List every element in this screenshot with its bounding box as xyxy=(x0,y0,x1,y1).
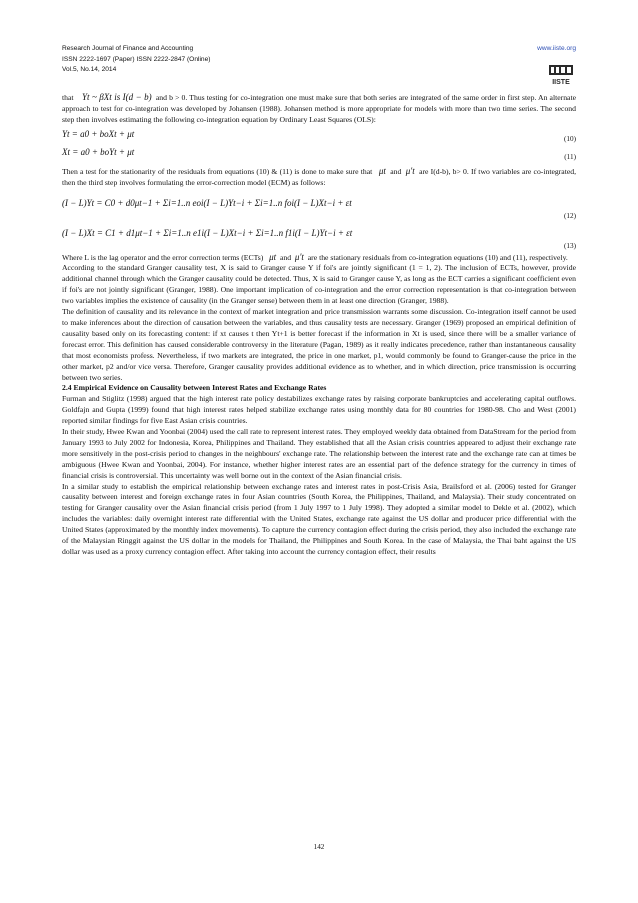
mu-prime-symbol: μ′t xyxy=(294,251,304,262)
mu-symbol: μt xyxy=(269,251,277,262)
equation-10: Yt = a0 + boXt + μt (10) xyxy=(62,129,576,143)
equation-13: (I − L)Xt = C1 + d1μt−1 + Σi=1..n e1i(I − L)Xt−i + Σi=1..n f1i(I − L)Yt−i + εt (13) xyxy=(62,228,576,250)
section-heading: 2.4 Empirical Evidence on Causality between Interest Rates and Exchange Rates xyxy=(62,383,327,393)
causality-definition-paragraph: The definition of causality and its relevance in the context of market integration and price transmission warrants some discussion. Co-integration itself cannot be used to make inferences about the direction of causation between the variables, and thus causality tests are necessary. Granger (1969) proposed an empirical definition of causality based only on its forecasting content: if xt causes t then Yt+1 is better forecast if the information in Xt is used, since there will be a smaller variance of forecast error. This definition has caused considerable controversy in the literature (Pagan, 1989) as it really indicates precedence, rather than instantaneous causality that most economists profess. Nevertheless, if two markets are integrated, the price in one market, p1, would commonly be found to Granger-cause the price in the other market, p2 and/or vice versa. Therefore, Granger causality provides additional evidence as to whether, and in which direction, price transmission is occurring between two series. xyxy=(62,307,576,382)
brailsford-paragraph: In a similar study to establish the empirical relationship between exchange rates and interest rates in post-Crisis Asia, Brailsford et al. (2006) tested for Granger causality between interest and foreign exchange rates in four Asian countries (South Korea, the Philippines, Thailand, and Malaysia). Their study concentrated on testing for Granger causality over the Asian financial crisis period (from 1 July 1997 to 1 July 1998). They adopted a similar model to Dekle et al. (2002), which includes the variables: daily overnight interest rate differential with the United States, exchange rate against the US dollar and producer price differential with the United States (approximated by the monthly index movements). To capture the currency contagion effect during the crisis period, they also included the exchange rate of the Malaysian Ringgit against the US dollar in the models for Thailand, the Philippines and South Korea. In the case of Malaysia, the Thai baht against the US dollar was used as a proxy currency contagion effect. After taking into account the currency contagion effect, their results xyxy=(62,481,576,556)
iiste-logo xyxy=(548,64,574,86)
volume-line: Vol.5, No.14, 2014 xyxy=(62,66,117,73)
hwee-kwan-paragraph: In their study, Hwee Kwan and Yoonbai (2004) used the call rate to represent interest rates. They employed weekly data obtained from DataStream for the period from January 1993 to July 2002 for Indonesia, Korea, Philippines and Thailand. They established that all the Asian crisis countries appeared to adjust their exchange rate more sensitively in the post-crisis period to changes in the neighbours' exchange rate. The relationship between the interest rate and the exchange rate can at times be ambiguous (Hwee Kwan and Yoonbai, 2004). For instance, whether higher interest rates are an essential part of the defence strategy for the currency in times of financial crisis is controversial. This uncertainty was well borne out in the context of the Asian financial crisis. xyxy=(62,427,576,480)
stationarity-paragraph: Then a test for the stationarity of the residuals from equations (10) & (11) is done to make sure that μt and μ′t are I(d-b), b> 0. If two variables are co-integrated, then the third step involves formulating the error-correction model (ECM) as follows: xyxy=(62,165,577,187)
equation-12: (I − L)Yt = C0 + d0μt−1 + Σi=1..n eoi(I − L)Yt−i + Σi=1..n foi(I − L)Xt−i + εt (12) xyxy=(62,198,576,220)
granger-test-paragraph: According to the standard Granger causality test, X is said to Granger cause Y if foi's are jointly significant (1 = 1, 2). The inclusion of ECTs, however, provide additional channel through which the Granger causality could be detected. Thus, X is said to Granger cause Y, as long as the ECT carries a significant coefficient even if foi's are not jointly significant (Granger, 1988). One important implication of co-integration and the error correction representation is that co-integration between two variables implies the existence of causality (in the Granger sense) between them in at least one direction (Granger, 1988). xyxy=(62,263,576,306)
page-number: 142 xyxy=(313,843,325,851)
furman-stiglitz-paragraph: Furman and Stiglitz (1998) argued that the high interest rate policy destabilizes exchange rates by raising corporate bankruptcies and accelerating capital outflows. Goldfajn and Gupta (1999) found that high interest rates helped stabilize exchange rates using monthly data for 80 countries for 1980-98. Cho and West (2001) reported similar findings for five East Asian crisis countries. xyxy=(62,394,576,426)
where-paragraph: Where L is the lag operator and the error correction terms (ECTs) μt and μ′t are the stationary residuals from co-integration equations (10) and (11), respectively. xyxy=(62,251,568,262)
equation-11: Xt = a0 + boYt + μt (11) xyxy=(62,147,576,161)
mu-symbol: μt xyxy=(378,165,386,176)
equation-number: (11) xyxy=(564,152,576,161)
equation-number: (13) xyxy=(564,241,576,250)
journal-title: Research Journal of Finance and Accounting xyxy=(62,45,194,52)
equation-number: (10) xyxy=(564,134,576,143)
cointegration-formula: Yt ~ βXt is I(d − b) xyxy=(82,92,152,102)
article-body xyxy=(62,92,576,558)
issn-line: ISSN 2222-1697 (Paper) ISSN 2222-2847 (Online) xyxy=(62,55,211,63)
intro-paragraph: that Yt ~ βXt is I(d − b) and b > 0. Thus testing for co-integration one must make sure that both series are integrated of the same order in first step. An alternate approach to test for co-integration was developed by Johansen (1988). Johansen method is more appropriate for models with more than two time series. The second step then involves estimating the following co-integration equation by Ordinary Least Squares (OLS): xyxy=(62,92,577,124)
running-header xyxy=(62,44,576,76)
equation-number: (12) xyxy=(564,211,576,220)
logo-wordmark: IISTE xyxy=(552,79,570,86)
mu-prime-symbol: μ′t xyxy=(405,165,415,176)
journal-url-link[interactable]: www.iiste.org xyxy=(537,45,576,52)
